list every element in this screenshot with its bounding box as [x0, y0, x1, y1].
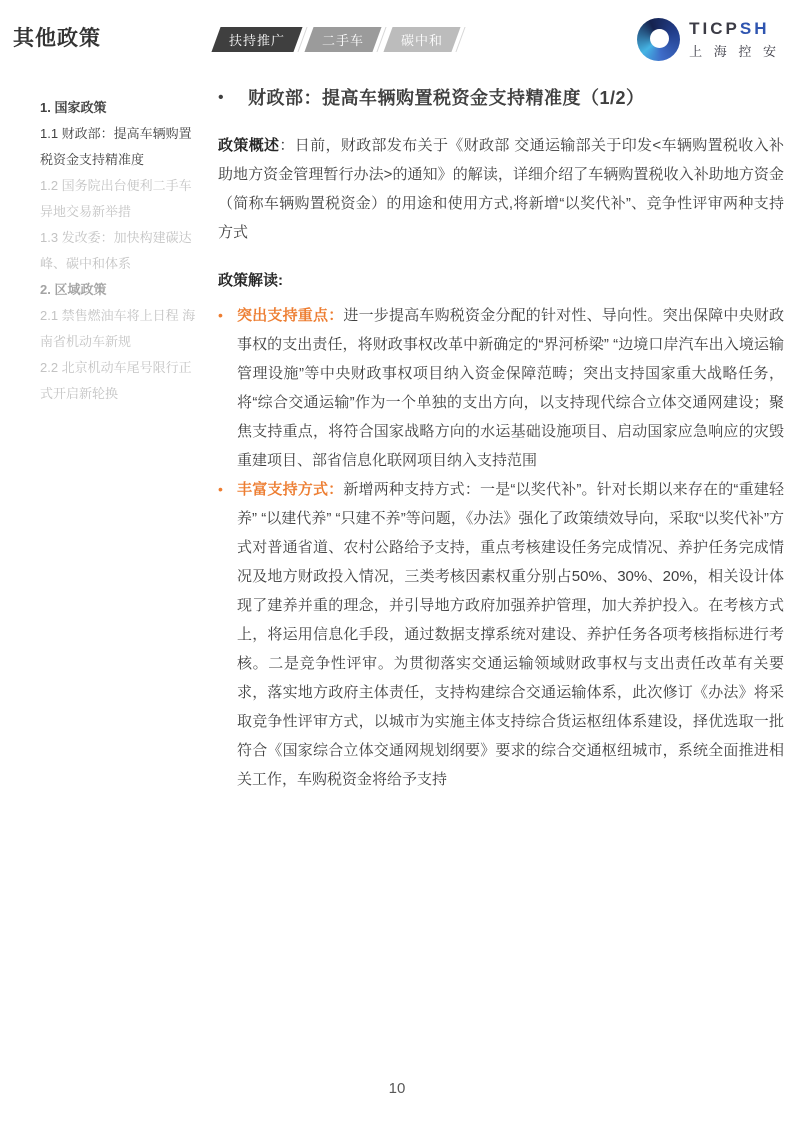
logo-text — [689, 19, 780, 60]
policy-overview-label: 政策概述 — [218, 137, 280, 154]
section-title-row — [218, 85, 784, 111]
tag-label: 二手车 — [322, 33, 365, 48]
tag-label: 扶持推广 — [229, 33, 286, 48]
policy-point-list — [218, 301, 784, 794]
title-bullet-icon: • — [218, 89, 224, 106]
sidebar-item-1-2-used-car-trading[interactable]: 1.2 国务院出台便利二手车异地交易新举措 — [40, 178, 192, 219]
tag-group — [216, 27, 467, 52]
logo-brand — [689, 19, 780, 39]
policy-point-text: 新增两种支持方式：一是“以奖代补”。针对长期以来存在的“重建轻养” “以建代养” “只建不养”等问题，《办法》强化了政策绩效导向，采取“以奖代补”方式对普通省道、农村公路给予支持，重点考核建设任务完成情况、养护任务完成情况及地方财政投入情况，三类考核因素权重分别占50%、30%、20%，相关设计体现了建养并重的理念，并引导地方政府加强养护管理，加大养护投入。在考核方式上，将运用信息化手段，通过数据支撑系统对建设、养护任务各项考核指标进行考核。二是竞争性评审。为贯彻落实交通运输领域财政事权与支出责任改革有关要求，落实地方政府主体责任，支持构建综合交通运输体系，此次修订《办法》将采取竞争性评审方式，以城市为实施主体支持综合货运枢纽体系建设，择优选取一批符合《国家综合立体交通网规划纲要》要求的综合交通枢纽城市，系统全面推进相关工作，车购税资金将给予支持 — [237, 481, 784, 788]
sidebar-item-2-2-beijing-plate-rotation[interactable]: 2.2 北京机动车尾号限行正式开启新轮换 — [40, 360, 192, 401]
policy-point-body — [237, 301, 784, 475]
company-logo — [637, 18, 780, 61]
main-content — [218, 85, 784, 794]
policy-overview — [218, 131, 784, 247]
page-number: 10 — [388, 1080, 406, 1097]
sidebar-item-regional-policy[interactable]: 2. 区域政策 — [40, 282, 107, 297]
logo-brand-primary: TICP — [689, 19, 740, 38]
sidebar-item-1-1-mof-purchase-tax[interactable]: 1.1 财政部：提高车辆购置税资金支持精准度 — [40, 126, 192, 167]
page-title: 其他政策 — [13, 27, 101, 50]
policy-point-highlight: 突出支持重点： — [237, 307, 344, 324]
sidebar-item-1-3-carbon-peak[interactable]: 1.3 发改委：加快构建碳达峰、碳中和体系 — [40, 230, 192, 271]
policy-overview-text: ：日前，财政部发布关于《财政部 交通运输部关于印发<车辆购置税收入补助地方资金管理暂行办法>的通知》的解读，详细介绍了车辆购置税收入补助地方资金（简称车辆购置税资金）的用途和使用方式,将新增“以奖代补”、竞争性评审两种支持方式 — [218, 137, 784, 241]
tag-support-promotion[interactable] — [211, 27, 302, 52]
sidebar-outline — [40, 95, 200, 407]
policy-point-text: 进一步提高车购税资金分配的针对性、导向性。突出保障中央财政事权的支出责任，将财政事权改革中新确定的“界河桥梁” “边境口岸汽车出入境运输管理设施”等中央财政事权项目纳入资金保障范畴；突出支持国家重大战略任务，将“综合交通运输”作为一个单独的支出方向，以支持现代综合立体交通网建设；聚焦支持重点，将符合国家战略方向的水运基础设施项目、启动国家应急响应的灾毁重建项目、部省信息化联网项目纳入支持范围 — [237, 307, 784, 469]
logo-brand-accent: SH — [739, 19, 770, 38]
tag-carbon-neutral[interactable] — [383, 27, 460, 52]
section-title: 财政部：提高车辆购置税资金支持精准度（1/2） — [248, 88, 645, 108]
policy-point-support-methods — [218, 475, 784, 794]
sidebar-item-2-1-hainan-fuel-ban[interactable]: 2.1 禁售燃油车将上日程 海南省机动车新规 — [40, 308, 196, 349]
bullet-dot-icon: • — [218, 481, 223, 497]
tag-used-car[interactable] — [304, 27, 381, 52]
policy-point-body — [237, 475, 784, 794]
bullet-dot-icon: • — [218, 307, 223, 323]
logo-swirl-icon — [637, 18, 680, 61]
policy-interpretation-label: 政策解读: — [218, 272, 283, 289]
policy-point-support-focus — [218, 301, 784, 475]
tag-label: 碳中和 — [401, 33, 444, 48]
logo-subtitle: 上 海 控 安 — [689, 44, 780, 59]
sidebar-item-national-policy[interactable]: 1. 国家政策 — [40, 100, 107, 115]
policy-point-highlight: 丰富支持方式： — [237, 481, 344, 498]
